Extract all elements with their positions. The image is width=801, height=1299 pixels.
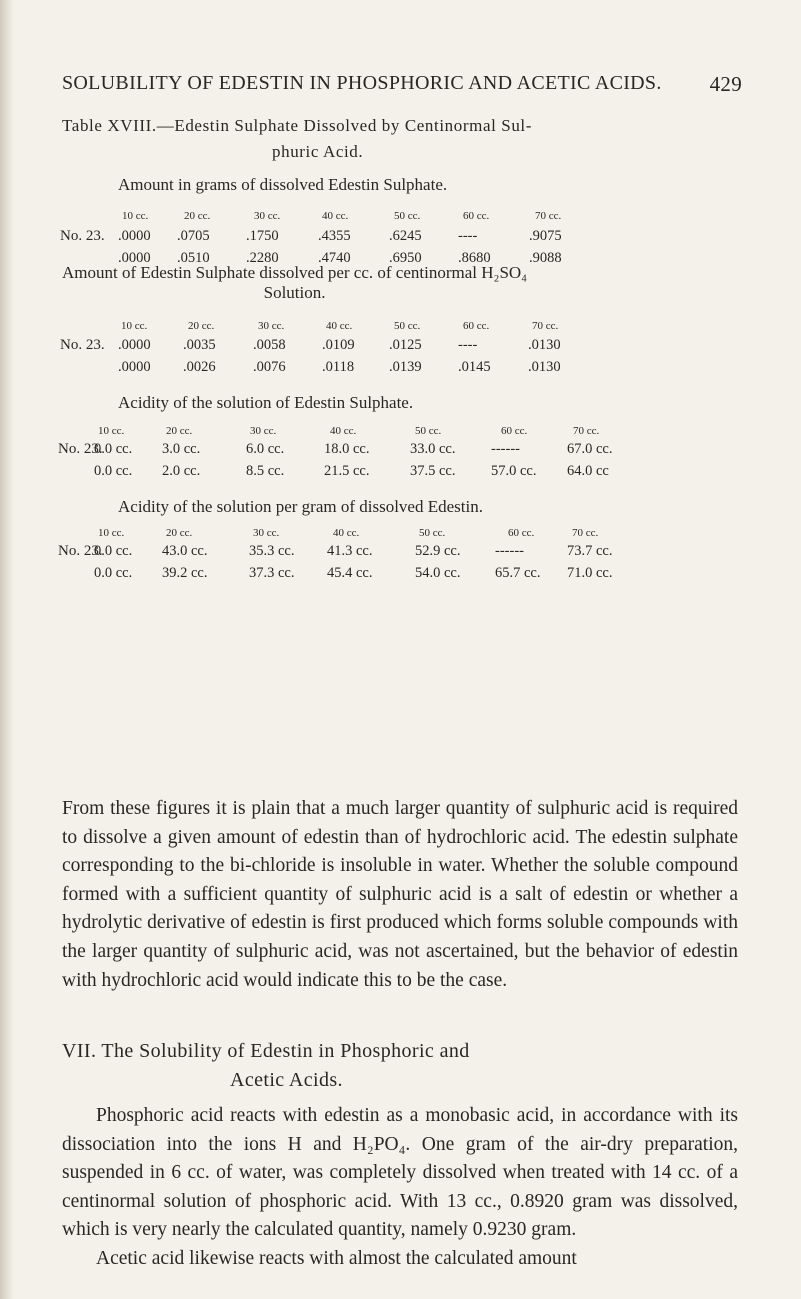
table-cell: .0705 <box>177 228 210 244</box>
column-header: 70 cc. <box>535 210 562 222</box>
table-cell: 8.5 cc. <box>246 463 285 479</box>
column-header: 20 cc. <box>166 527 193 539</box>
column-header: 50 cc. <box>394 210 421 222</box>
paragraph-conclusion <box>62 795 738 995</box>
table-cell: 43.0 cc. <box>162 543 208 559</box>
table-cell: 0.0 cc. <box>94 441 133 457</box>
table-block-caption <box>118 497 483 517</box>
table-cell: 71.0 cc. <box>567 565 613 581</box>
table-cell: .0139 <box>389 359 422 375</box>
column-header: 40 cc. <box>333 527 360 539</box>
column-header: 60 cc. <box>463 210 490 222</box>
table-cell: .0076 <box>253 359 286 375</box>
table-cell: .0000 <box>118 228 151 244</box>
table-row <box>0 543 801 561</box>
table-cell: 52.9 cc. <box>415 543 461 559</box>
table-cell: .1750 <box>246 228 279 244</box>
column-header: 30 cc. <box>253 527 280 539</box>
table-cell: 3.0 cc. <box>162 441 201 457</box>
table-cell: 37.3 cc. <box>249 565 295 581</box>
column-header: 20 cc. <box>188 320 215 332</box>
column-header: 70 cc. <box>573 425 600 437</box>
table-cell: 2.0 cc. <box>162 463 201 479</box>
table-cell: ---- <box>458 228 478 244</box>
column-header: 10 cc. <box>122 210 149 222</box>
column-header: 30 cc. <box>250 425 277 437</box>
column-header: 60 cc. <box>463 320 490 332</box>
row-label: No. 23. <box>58 441 103 457</box>
table-cell: 65.7 cc. <box>495 565 541 581</box>
table-cell: 0.0 cc. <box>94 463 133 479</box>
table-cell: 39.2 cc. <box>162 565 208 581</box>
section-heading-line1: VII. The Solubility of Edestin in Phosphoric and <box>62 1040 470 1062</box>
table-cell: 37.5 cc. <box>410 463 456 479</box>
section-heading-line2: Acetic Acids. <box>230 1069 343 1091</box>
table-cell: 64.0 cc <box>567 463 609 479</box>
column-header: 50 cc. <box>394 320 421 332</box>
page-spine-shadow <box>0 0 14 1299</box>
caption-line2: Solution. <box>263 283 326 302</box>
section-heading <box>62 1037 742 1095</box>
table-cell: 0.0 cc. <box>94 543 133 559</box>
column-header: 10 cc. <box>98 425 125 437</box>
column-header: 70 cc. <box>572 527 599 539</box>
column-header: 10 cc. <box>98 527 125 539</box>
table-cell: .9088 <box>529 250 562 266</box>
column-header: 20 cc. <box>166 425 193 437</box>
column-header: 30 cc. <box>258 320 285 332</box>
table-cell: .6950 <box>389 250 422 266</box>
table-cell: 67.0 cc. <box>567 441 613 457</box>
caption-line1: Amount in grams of dissolved Edestin Sulphate. <box>118 175 448 194</box>
table-cell: 57.0 cc. <box>491 463 537 479</box>
column-header: 60 cc. <box>501 425 528 437</box>
caption-line1: Acidity of the solution of Edestin Sulphate. <box>118 393 414 412</box>
column-header: 10 cc. <box>121 320 148 332</box>
column-header: 40 cc. <box>322 210 349 222</box>
table-cell: 73.7 cc. <box>567 543 613 559</box>
table-cell: .0035 <box>183 337 216 353</box>
table-row <box>0 463 801 481</box>
table-cell: .0130 <box>528 337 561 353</box>
table-cell: .0510 <box>177 250 210 266</box>
table-cell: 41.3 cc. <box>327 543 373 559</box>
table-block-caption <box>62 263 527 303</box>
column-header: 20 cc. <box>184 210 211 222</box>
table-cell: .8680 <box>458 250 491 266</box>
row-label: No. 23. <box>58 543 103 559</box>
table-cell: .9075 <box>529 228 562 244</box>
running-head-title: SOLUBILITY OF EDESTIN IN PHOSPHORIC AND ACETIC ACIDS. <box>62 72 662 94</box>
table-block-caption <box>118 393 413 413</box>
table-cell: .0118 <box>322 359 355 375</box>
table-cell: .6245 <box>389 228 422 244</box>
table-cell: 45.4 cc. <box>327 565 373 581</box>
column-header: 50 cc. <box>419 527 446 539</box>
row-label: No. 23. <box>60 337 105 353</box>
table-cell: 35.3 cc. <box>249 543 295 559</box>
table-cell: .0125 <box>389 337 422 353</box>
table-title-line2: phuric Acid. <box>272 142 364 161</box>
table-cell: .4355 <box>318 228 351 244</box>
table-row <box>0 337 801 355</box>
table-cell: .0058 <box>253 337 286 353</box>
caption-line1: Amount of Edestin Sulphate dissolved per cc. of centinormal H₂SO₄ <box>62 263 528 282</box>
column-header: 70 cc. <box>532 320 559 332</box>
caption-line1: Acidity of the solution per gram of dissolved Edestin. <box>118 497 483 516</box>
column-header: 40 cc. <box>326 320 353 332</box>
table-header-row <box>0 320 801 338</box>
row-label: No. 23. <box>60 228 105 244</box>
table-title <box>62 116 762 161</box>
column-header: 60 cc. <box>508 527 535 539</box>
table-cell: ------ <box>491 441 520 457</box>
table-cell: .0026 <box>183 359 216 375</box>
running-head <box>62 72 742 95</box>
table-cell: 54.0 cc. <box>415 565 461 581</box>
paragraph-text: Phosphoric acid reacts with edestin as a monobasic acid, in accordance with its dissociation into the ions H and H₂PO₄. One gram of the air-dry preparation, suspended in 6 cc. of water, was completely dissolved when treated with 14 cc. of a centinormal solution of phosphoric acid. With 13 cc., 0.8920 gram was dissolved, which is very nearly the calculated quantity, namely 0.9230 gram. <box>62 1105 738 1241</box>
table-cell: .0000 <box>118 359 151 375</box>
table-cell: .0109 <box>322 337 355 353</box>
table-cell: 33.0 cc. <box>410 441 456 457</box>
table-title-line1: Table XVIII.—Edestin Sulphate Dissolved by Centinormal Sul- <box>62 116 533 135</box>
table-cell: .0145 <box>458 359 491 375</box>
table-row <box>0 441 801 459</box>
table-block-caption <box>118 175 447 195</box>
table-cell: 21.5 cc. <box>324 463 370 479</box>
table-row <box>0 359 801 377</box>
table-cell: 18.0 cc. <box>324 441 370 457</box>
table-cell: 6.0 cc. <box>246 441 285 457</box>
table-cell: 0.0 cc. <box>94 565 133 581</box>
table-header-row <box>0 210 801 228</box>
table-cell: .0000 <box>118 337 151 353</box>
page-number: 429 <box>709 72 742 96</box>
table-cell: .4740 <box>318 250 351 266</box>
column-header: 50 cc. <box>415 425 442 437</box>
paragraph-text: From these figures it is plain that a much larger quantity of sulphuric acid is required to dissolve a given amount of edestin than of hydrochloric acid. The edestin sulphate corresponding to the bi-chloride is insoluble in water. Whether the soluble compound formed with a sufficient quantity of sulphuric acid is a salt of edestin or whether a hydrolytic derivative of edestin is first produced which forms soluble compounds with the larger quantity of sulphuric acid, was not ascertained, but the behavior of edestin with hydrochloric acid would indicate this to be the case. <box>62 798 738 991</box>
table-cell: .2280 <box>246 250 279 266</box>
table-cell: ------ <box>495 543 524 559</box>
column-header: 40 cc. <box>330 425 357 437</box>
table-cell: ---- <box>458 337 478 353</box>
paragraph-phosphoric <box>62 1102 738 1245</box>
table-row <box>0 565 801 583</box>
paragraph-acetic <box>62 1245 738 1274</box>
paragraph-text: Acetic acid likewise reacts with almost the calculated amount <box>96 1248 577 1269</box>
table-cell: .0130 <box>528 359 561 375</box>
table-cell: .0000 <box>118 250 151 266</box>
column-header: 30 cc. <box>254 210 281 222</box>
table-row <box>0 228 801 246</box>
